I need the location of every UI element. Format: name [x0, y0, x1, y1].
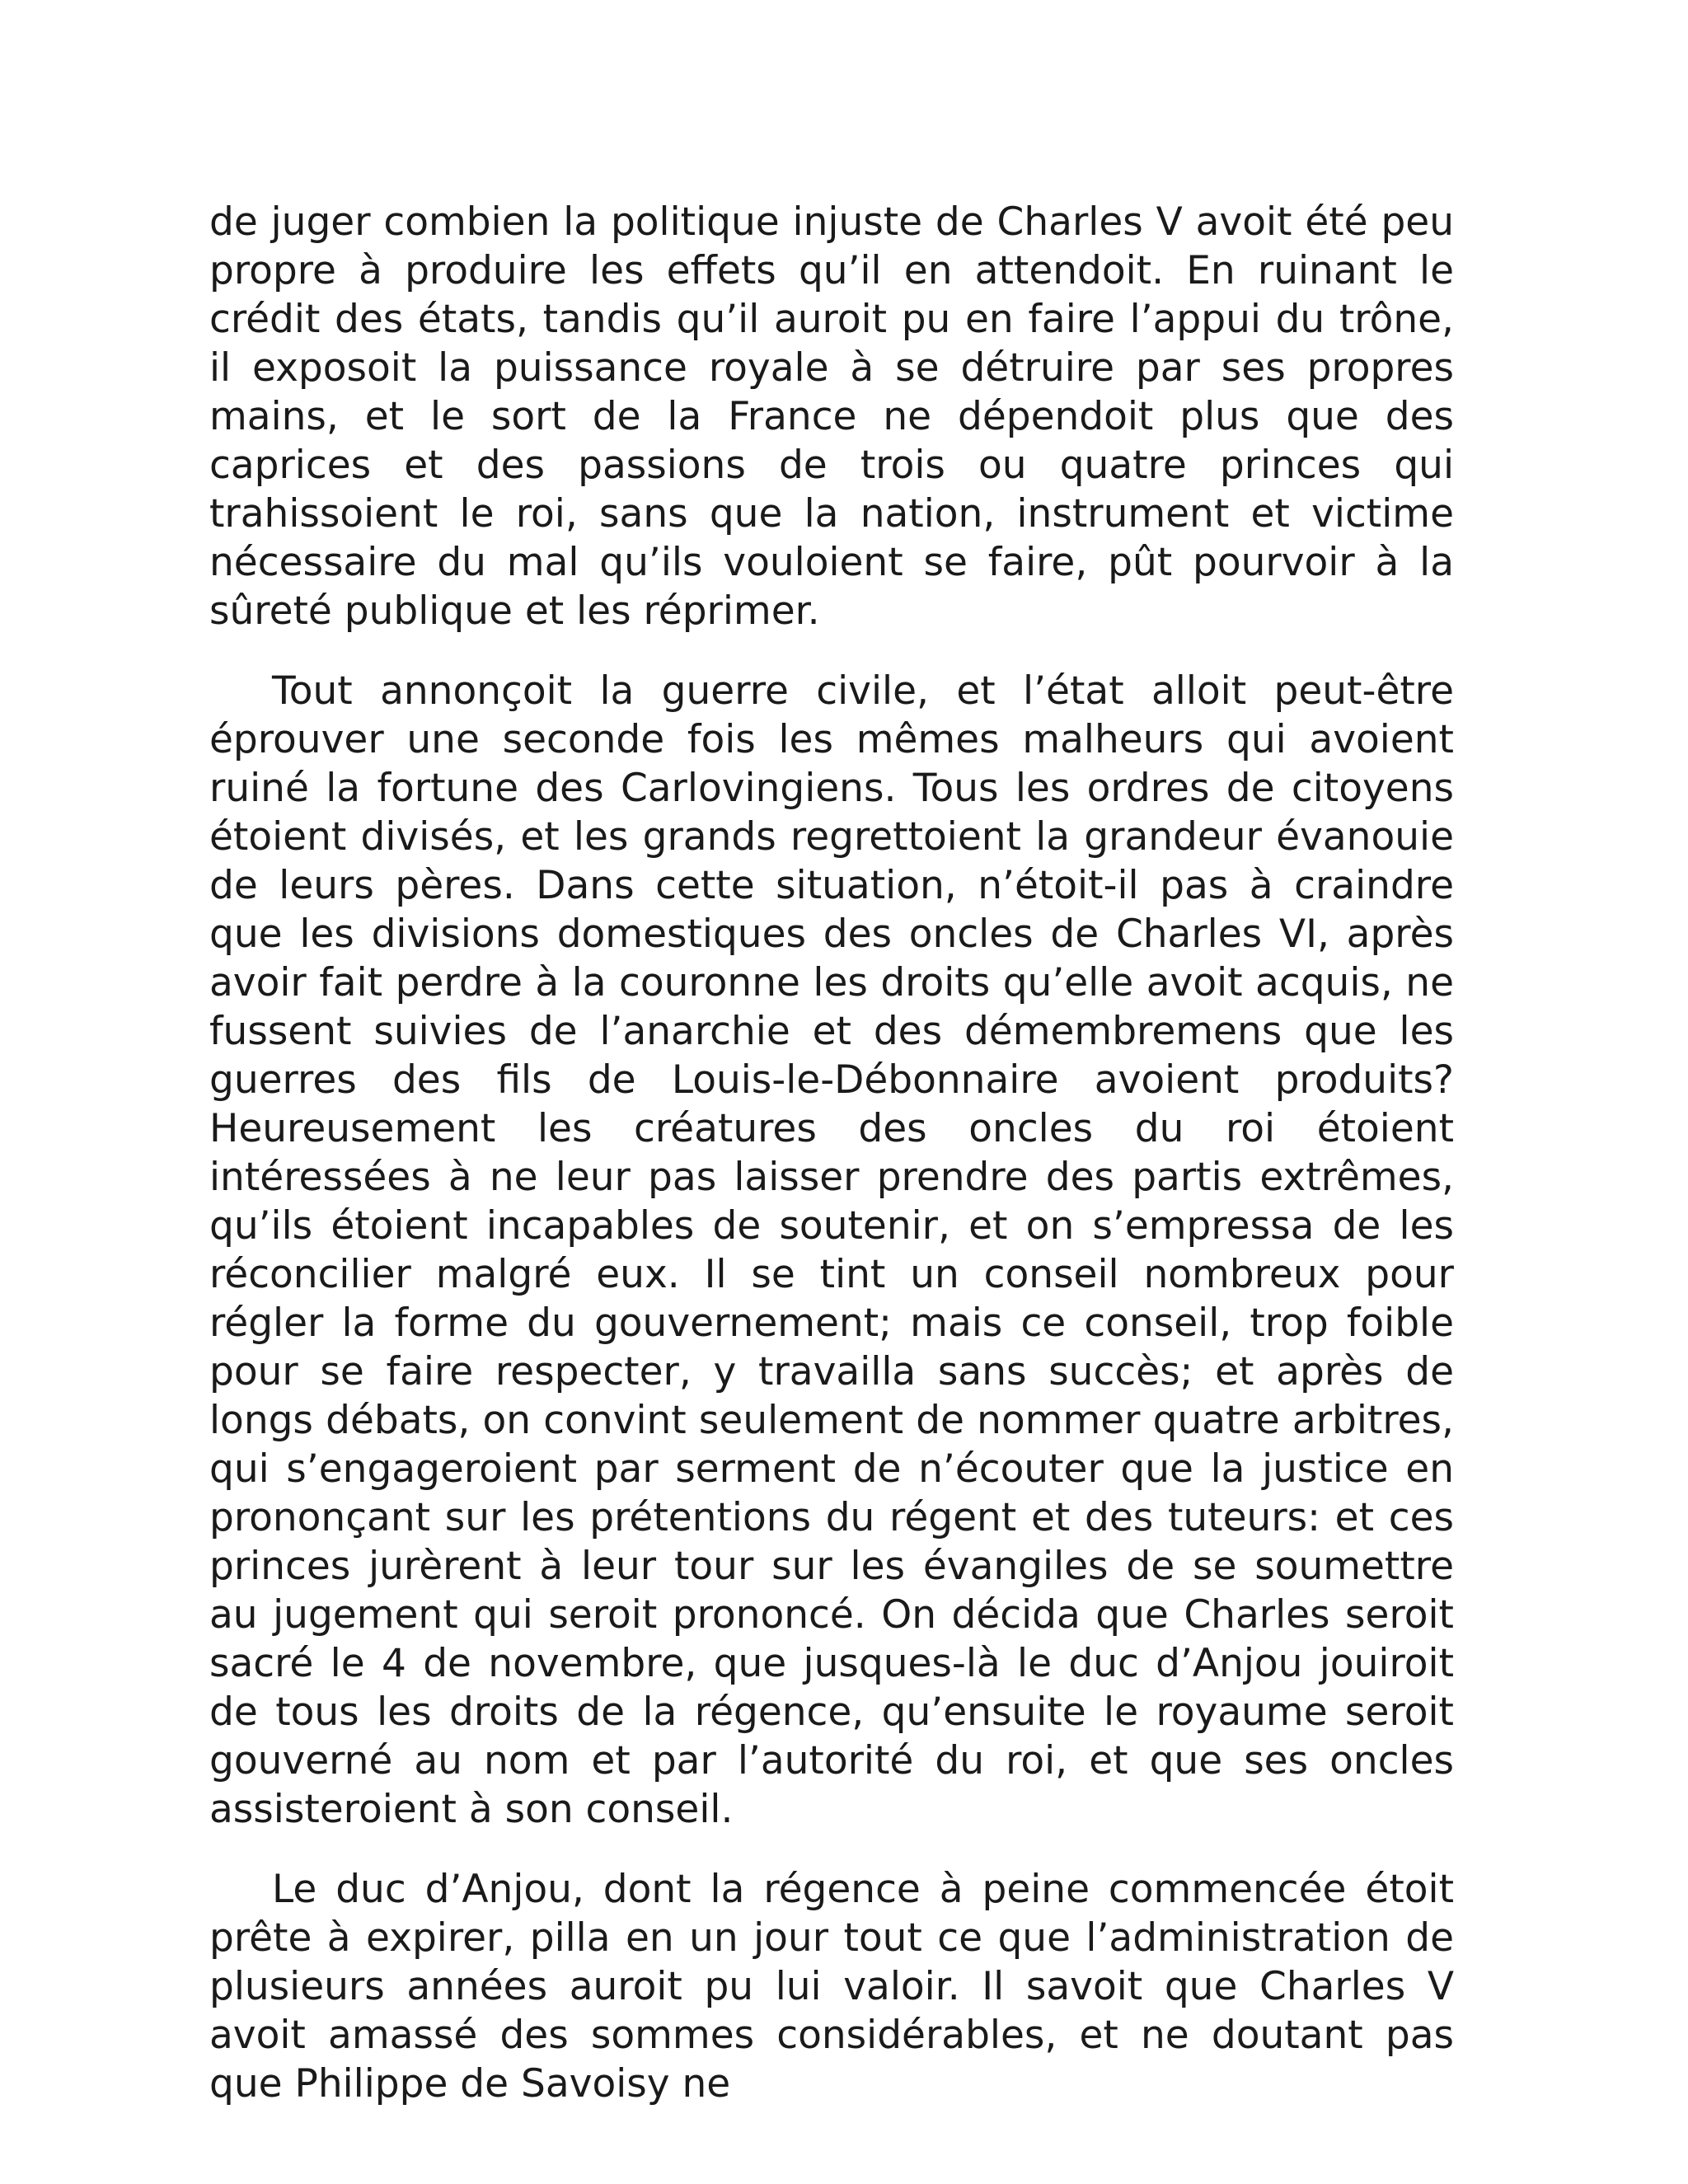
- paragraph-1: de juger combien la politique injuste de Charles V avoit été peu propre à produire les effets qu’il en attendoit. En ruinant le crédit des états, tandis qu’il auroit pu en faire l’appui du trône, il exposoit la puissance royale à se détruire par ses propres mains, et le sort de la France ne dépendoit plus que des caprices et des passions de trois ou quatre princes qui trahissoient le roi, sans que la nation, instrument et victime nécessaire du mal qu’ils vouloient se faire, pût pourvoir à la sûreté publique et les réprimer.: [209, 199, 1454, 634]
- paragraph-2: Tout annonçoit la guerre civile, et l’état alloit peut-être éprouver une seconde fois les mêmes malheurs qui avoient ruiné la fortune des Carlovingiens. Tous les ordres de citoyens étoient divisés, et les grands regrettoient la grandeur évanouie de leurs pères. Dans cette situation, n’étoit-il pas à craindre que les divisions domestiques des oncles de Charles VI, après avoir fait perdre à la couronne les droits qu’elle avoit acquis, ne fussent suivies de l’anarchie et des démembremens que les guerres des fils de Louis-le-Débonnaire avoient produits? Heureusement les créatures des oncles du roi étoient intéressées à ne leur pas laisser prendre des partis extrêmes, qu’ils étoient incapables de soutenir, et on s’empressa de les réconcilier malgré eux. Il se tint un conseil nombreux pour régler la forme du gouvernement; mais ce conseil, trop foible pour se faire respecter, y travailla sans succès; et après de longs débats, on convint seulement de nommer quatre arbitres, qui s’engageroient par serment de n’écouter que la justice en prononçant sur les prétentions du régent et des tuteurs: et ces princes jurèrent à leur tour sur les évangiles de se soumettre au jugement qui seroit prononcé. On décida que Charles seroit sacré le 4 de novembre, que jusques-là le duc d’Anjou jouiroit de tous les droits de la régence, qu’ensuite le royaume seroit gouverné au nom et par l’autorité du roi, et que ses oncles assisteroient à son conseil.: [209, 668, 1454, 1832]
- body-text: [209, 198, 1454, 2139]
- paragraph-3: Le duc d’Anjou, dont la régence à peine commencée étoit prête à expirer, pilla en un jour tout ce que l’administration de plusieurs années auroit pu lui valoir. Il savoit que Charles V avoit amassé des sommes considérables, et ne doutant pas que Philippe de Savoisy ne: [209, 1867, 1454, 2107]
